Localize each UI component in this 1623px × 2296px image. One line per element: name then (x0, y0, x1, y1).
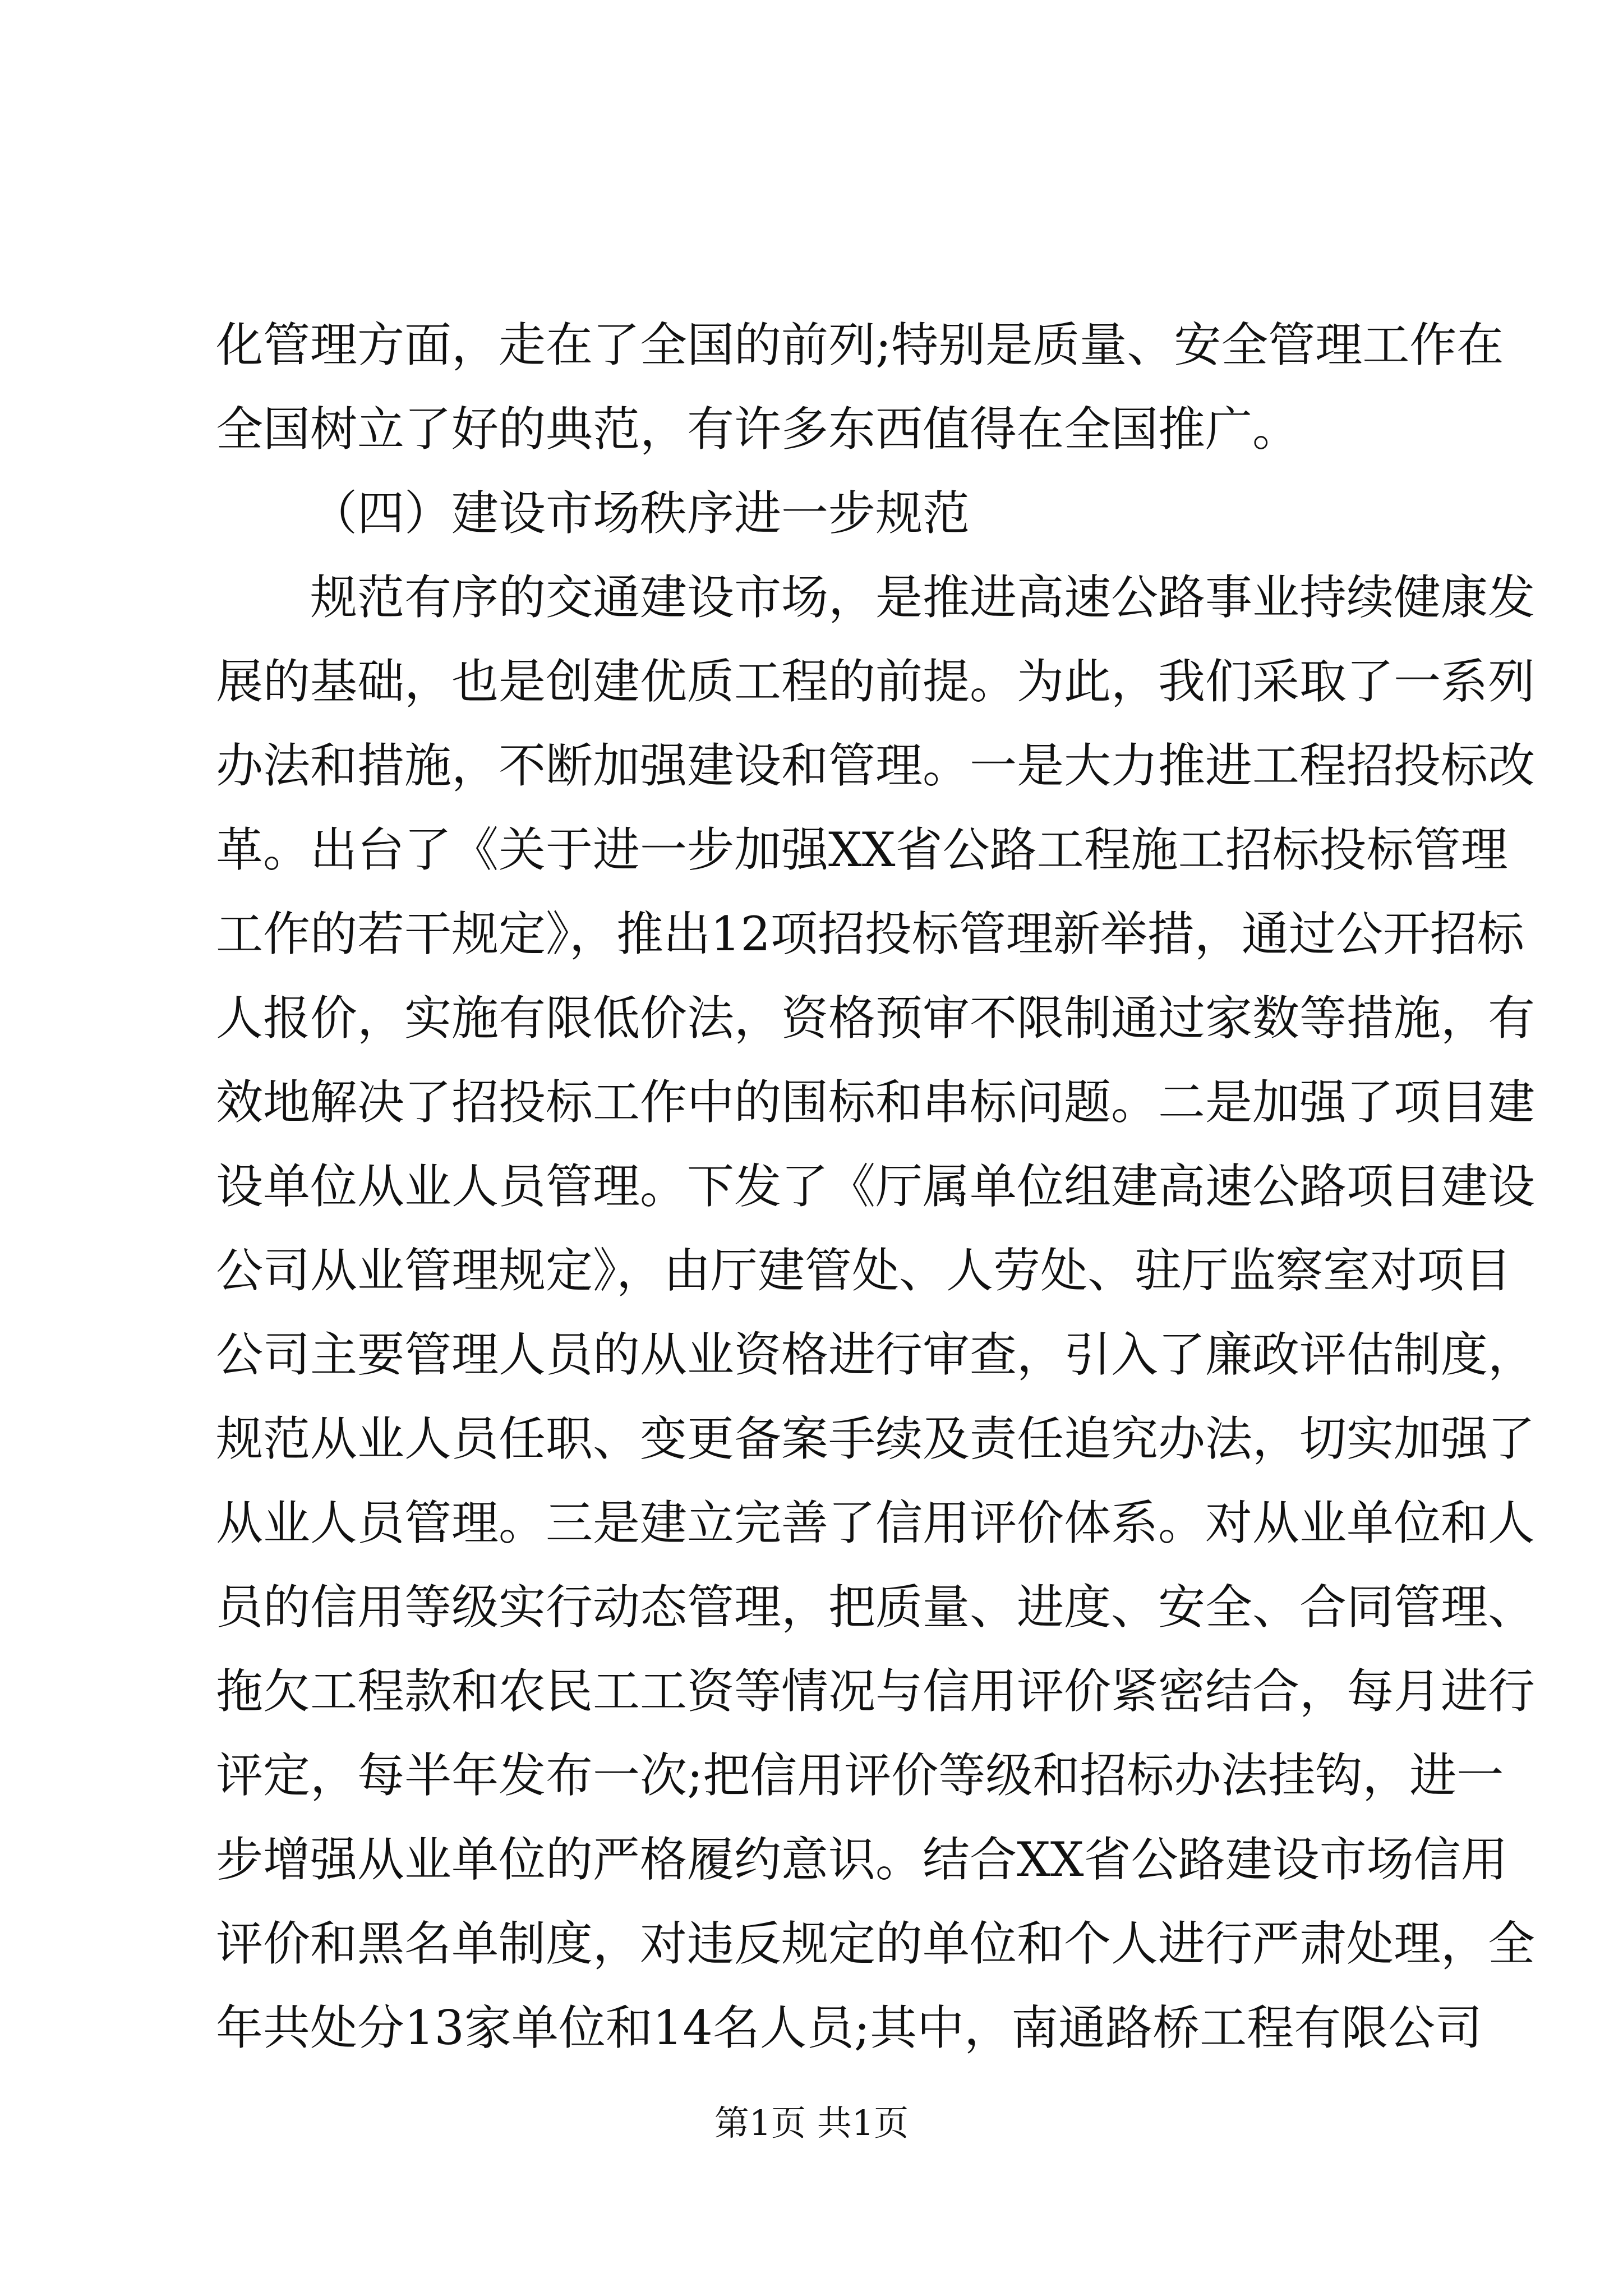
text-line: 步增强从业单位的严格履约意识。结合XX省公路建设市场信用 (216, 1832, 1508, 1887)
text-line: 公司从业管理规定》，由厅建管处、人劳处、驻厅监察室对项目 (216, 1243, 1512, 1298)
text-line: 设单位从业人员管理。下发了《厅属单位组建高速公路项目建设 (216, 1159, 1536, 1214)
text-line: 评定，每半年发布一次;把信用评价等级和招标办法挂钩，进一 (216, 1748, 1504, 1803)
text-line: 效地解决了招投标工作中的围标和串标问题。二是加强了项目建 (216, 1075, 1536, 1130)
text-line: 革。出台了《关于进一步加强XX省公路工程施工招标投标管理 (216, 822, 1508, 877)
text-line: 规范从业人员任职、变更备案手续及责任追究办法，切实加强了 (216, 1411, 1536, 1466)
text-line: 办法和措施，不断加强建设和管理。一是大力推进工程招投标改 (216, 738, 1536, 793)
text-line: 工作的若干规定》，推出12项招投标管理新举措，通过公开招标 (216, 907, 1524, 961)
text-line: 化管理方面，走在了全国的前列;特别是质量、安全管理工作在 (216, 318, 1504, 372)
section-heading: （四）建设市场秩序进一步规范 (310, 486, 970, 541)
text-line: 全国树立了好的典范，有许多东西值得在全国推广。 (216, 402, 1300, 457)
text-line: 员的信用等级实行动态管理，把质量、进度、安全、合同管理、 (216, 1580, 1536, 1635)
text-line: 人报价，实施有限低价法，资格预审不限制通过家数等措施，有 (216, 991, 1536, 1046)
text-line: 评价和黑名单制度，对违反规定的单位和个人进行严肃处理，全 (216, 1916, 1536, 1971)
text-line: 拖欠工程款和农民工工资等情况与信用评价紧密结合，每月进行 (216, 1664, 1536, 1719)
text-line: 年共处分13家单位和14名人员;其中，南通路桥工程有限公司 (216, 2000, 1483, 2055)
text-line: 展的基础，也是创建优质工程的前提。为此，我们采取了一系列 (216, 654, 1536, 709)
text-line: 公司主要管理人员的从业资格进行审查，引入了廉政评估制度， (216, 1327, 1536, 1382)
page-number-footer: 第1页 共1页 (714, 2102, 909, 2143)
paragraph-first-line: 规范有序的交通建设市场，是推进高速公路事业持续健康发 (310, 570, 1536, 625)
text-line: 从业人员管理。三是建立完善了信用评价体系。对从业单位和人 (216, 1496, 1536, 1550)
